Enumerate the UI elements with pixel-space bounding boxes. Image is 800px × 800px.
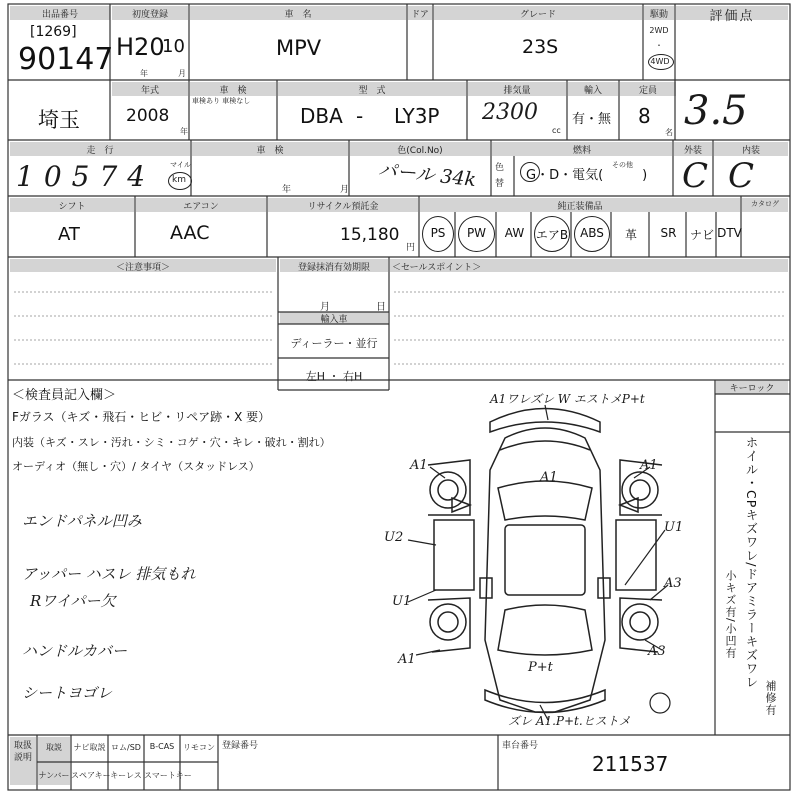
exterior-grade: C xyxy=(682,156,709,196)
dealer-route: ディーラー・並行 xyxy=(290,337,378,350)
capacity: 8 xyxy=(638,104,651,128)
model-year-unit: 年 xyxy=(180,127,188,136)
lot-number: 90147 xyxy=(18,42,114,77)
label-car-name: 車 名 xyxy=(284,10,312,20)
chassis-number-label: 車台番号 xyxy=(502,741,539,751)
color-label-bottom: 替 xyxy=(495,179,505,189)
aircon: AAC xyxy=(170,222,210,244)
damage-mark: A1 xyxy=(398,652,416,667)
type-prefix: DBA xyxy=(300,104,343,128)
damage-mark: A1 xyxy=(410,458,428,473)
accessory-cell: リモコン xyxy=(183,743,215,752)
fuel-options: G・D・電気( ) xyxy=(526,168,648,183)
inspector-note: アッパー ハスレ 排気もれ xyxy=(22,565,196,583)
notes-header: ＜注意事項＞ xyxy=(115,263,170,273)
equipment-item: DTV xyxy=(717,226,742,240)
inspector-note: エンドパネル凹み xyxy=(22,512,142,530)
mile-label: マイル xyxy=(170,161,191,169)
cc-unit: cc xyxy=(552,126,561,135)
accessory-cell: B-CAS xyxy=(149,742,175,751)
label-shift: シフト xyxy=(58,202,86,212)
label-rating: 評価点 xyxy=(709,9,755,24)
equipment-item: ABS xyxy=(580,226,604,240)
label-lot-number: 出品番号 xyxy=(41,10,78,20)
import-choice: 有・無 xyxy=(572,112,612,127)
accessory-cell: ナンバー xyxy=(38,771,70,780)
sales-point-header: ＜セールスポイント＞ xyxy=(392,263,482,273)
equipment-item: PW xyxy=(466,226,487,240)
label-vehicle-inspection: 車 検 xyxy=(256,146,284,156)
interior-line: 内装（キズ・スレ・汚れ・シミ・コゲ・穴・キレ・破れ・割れ） xyxy=(12,436,331,449)
type-dash: - xyxy=(356,104,364,128)
equipment-item: エアB xyxy=(535,228,569,242)
inspection-year-unit: 年 xyxy=(282,185,292,195)
accessory-cell: キーレス xyxy=(110,771,142,780)
label-capacity: 定員 xyxy=(638,86,657,96)
equipment-item: PS xyxy=(430,226,446,240)
damage-mark: P+t xyxy=(528,660,553,675)
diagram-top-note: A1ワレズレ W エストメP+t xyxy=(490,392,645,406)
first-reg-era: H20 xyxy=(116,33,165,61)
accessory-cell: ロム/SD xyxy=(111,743,141,752)
month-unit: 月 xyxy=(178,69,186,78)
label-interior: 内装 xyxy=(741,146,760,156)
label-catalog: カタログ xyxy=(751,200,779,208)
label-exterior: 外装 xyxy=(683,146,702,156)
model-year: 2008 xyxy=(126,106,170,126)
damage-mark: A1 xyxy=(640,458,658,473)
prefecture: 埼玉 xyxy=(38,108,80,132)
diagram-bottom-note: ズレ A1.P+t.ヒストメ xyxy=(508,714,631,728)
damage-mark: U2 xyxy=(384,530,404,545)
color-handwritten: パール 34k xyxy=(376,158,478,192)
label-drive: 駆動 xyxy=(649,10,668,20)
label-aircon: エアコン xyxy=(183,202,219,212)
label-fuel: 燃料 xyxy=(572,146,591,156)
mileage: 10574 xyxy=(16,160,156,193)
f-glass-line: Fガラス（キズ・飛石・ヒビ・リペア跡・X 要） xyxy=(12,410,271,424)
import-route-header: 輸入車 xyxy=(320,315,348,325)
interior-grade: C xyxy=(728,156,755,196)
accessory-cell: ナビ取説 xyxy=(73,743,106,752)
car-name: MPV xyxy=(276,36,322,60)
label-mileage: 走 行 xyxy=(86,146,114,156)
inspector-header: ＜検査員記入欄＞ xyxy=(12,388,117,403)
displacement: 2300 xyxy=(482,100,538,125)
label-import: 輸入 xyxy=(583,86,602,96)
drive-4wd: 4WD xyxy=(650,57,670,66)
drive-separator: ・ xyxy=(655,41,663,50)
label-doors: ドア xyxy=(411,10,429,20)
bottom-left-label: 取扱説明 xyxy=(13,741,32,763)
label-type: 型 式 xyxy=(358,86,386,96)
damage-mark: U1 xyxy=(392,594,412,609)
label-color: 色(Col.No) xyxy=(397,146,443,156)
rating-handwritten: 3.5 xyxy=(684,88,748,134)
drive-2wd: 2WD xyxy=(649,26,669,35)
grade: 23S xyxy=(522,36,559,58)
color-label-top: 色 xyxy=(495,163,505,173)
person-unit: 名 xyxy=(665,128,673,137)
vertical-sub-note: 小キズ有/小凹有 xyxy=(724,570,737,659)
label-displacement: 排気量 xyxy=(503,86,531,96)
label-grade: グレード xyxy=(519,10,556,20)
label-first-registration: 初度登録 xyxy=(131,10,168,20)
mileage-unit: km xyxy=(172,175,186,185)
damage-mark: U1 xyxy=(664,520,684,535)
first-reg-month: 10 xyxy=(162,36,185,57)
equipment-item: 革 xyxy=(624,228,637,242)
key-lock-label: キーロック xyxy=(729,384,775,394)
equipment-item: AW xyxy=(504,226,525,240)
shift: AT xyxy=(58,224,80,245)
inspector-note: ハンドルカバー xyxy=(22,642,128,660)
damage-mark: A1 xyxy=(540,470,558,485)
label-equipment: 純正装備品 xyxy=(557,202,603,212)
yen-unit: 円 xyxy=(406,243,416,253)
reg-expiry-day-unit: 日 xyxy=(376,302,386,313)
equipment-item: SR xyxy=(660,226,677,240)
vertical-repair-note: 補修有 xyxy=(764,680,777,716)
inspection-month-unit: 月 xyxy=(340,185,350,195)
handle: 左H ・ 右H xyxy=(305,370,363,383)
registration-expiry-header: 登録抹消有効期限 xyxy=(297,263,370,273)
label-inspection-expiry: 車 検 xyxy=(219,86,247,96)
inspector-note: シートヨゴレ xyxy=(22,684,113,702)
label-model-year: 年式 xyxy=(140,86,159,96)
accessory-cell: スペアキー xyxy=(71,771,111,780)
damage-mark: A3 xyxy=(664,576,682,591)
audio-line: オーディオ（無し・穴）/ タイヤ（スタッドレス） xyxy=(12,460,260,473)
vertical-main-note: ホイル・CPキズワレ/ドアミラーキズワレ xyxy=(744,436,759,689)
year-unit: 年 xyxy=(140,69,148,78)
damage-mark: A3 xyxy=(648,644,666,659)
type-code: LY3P xyxy=(394,104,440,128)
first-reg-note: 車検あり 車検なし xyxy=(192,97,251,105)
equipment-item: ナビ xyxy=(689,228,714,242)
accessory-cell: 取説 xyxy=(46,743,62,752)
reg-expiry-month-unit: 月 xyxy=(320,302,330,313)
lot-prefix: [1269] xyxy=(30,24,77,40)
inspector-note: Rワイパー欠 xyxy=(30,592,116,610)
chassis-number: 211537 xyxy=(592,752,669,776)
accessory-cell: スマートキー xyxy=(144,771,192,780)
recycle-fee: 15,180 xyxy=(340,225,400,245)
other-fuel: その他 xyxy=(612,161,633,169)
label-recycle: リサイクル預託金 xyxy=(307,202,379,212)
registration-number-label: 登録番号 xyxy=(222,741,259,751)
